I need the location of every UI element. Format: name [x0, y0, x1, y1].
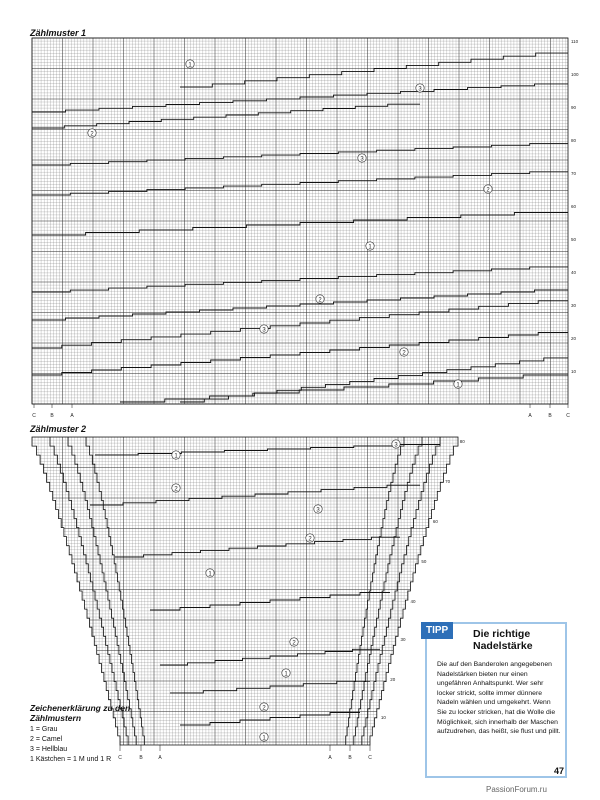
- color-marker-label: 3: [394, 442, 398, 449]
- color-marker-label: 2: [318, 297, 322, 304]
- row-number: 20: [571, 336, 577, 341]
- color-marker-label: 2: [262, 705, 266, 712]
- column-label: B: [348, 755, 352, 761]
- column-label: C: [32, 413, 36, 419]
- color-marker-label: 2: [308, 536, 312, 543]
- color-marker-label: 2: [292, 640, 296, 647]
- tip-badge: TIPP: [421, 622, 453, 639]
- row-number: 40: [410, 599, 416, 604]
- color-marker-label: 3: [418, 86, 422, 93]
- row-number: 80: [459, 439, 465, 444]
- column-label: A: [328, 755, 332, 761]
- color-marker-label: 2: [402, 350, 406, 357]
- color-marker-label: 1: [208, 571, 212, 578]
- row-number: 90: [571, 105, 577, 110]
- color-marker-label: 1: [284, 671, 288, 678]
- tip-title: Die richtige Nadelstärke: [473, 628, 533, 652]
- tip-box: [425, 622, 567, 778]
- color-marker-label: 2: [486, 187, 490, 194]
- pattern-line: [32, 84, 568, 112]
- pattern-line: [32, 267, 568, 292]
- color-marker-label: 3: [316, 507, 320, 514]
- column-label: B: [548, 413, 552, 419]
- zone-boundary: [354, 437, 422, 745]
- row-number: 60: [571, 204, 577, 209]
- color-marker-label: 1: [188, 62, 192, 69]
- legend-item: 2 = Camel: [30, 736, 63, 743]
- column-label: A: [70, 413, 74, 419]
- column-label: C: [368, 755, 372, 761]
- color-marker-label: 2: [174, 486, 178, 493]
- legend: [30, 703, 180, 765]
- pattern-line: [95, 445, 440, 456]
- row-number: 10: [380, 715, 386, 720]
- legend-title: Zeichenerklärung zu den Zählmustern: [30, 703, 131, 723]
- row-number: 100: [571, 72, 579, 77]
- row-number: 40: [571, 270, 577, 275]
- pattern-line: [32, 213, 568, 236]
- row-number: 30: [571, 303, 577, 308]
- color-marker-label: 1: [262, 735, 266, 742]
- pattern-line: [32, 301, 568, 348]
- color-marker-label: 2: [90, 131, 94, 138]
- pattern-line: [32, 144, 568, 165]
- column-label: A: [158, 755, 162, 761]
- chart2-title: Zählmuster 2: [30, 424, 87, 434]
- column-label: C: [118, 755, 122, 761]
- pattern-line: [32, 104, 420, 128]
- grid-lines: [32, 437, 458, 745]
- column-label: B: [50, 413, 54, 419]
- column-label: C: [566, 413, 570, 419]
- row-number: 70: [571, 171, 577, 176]
- pattern-line: [180, 53, 568, 87]
- zone-boundary: [50, 437, 128, 745]
- color-marker-label: 3: [360, 156, 364, 163]
- legend-item: 1 = Grau: [30, 726, 58, 733]
- color-marker-label: 3: [262, 327, 266, 334]
- pattern-line: [180, 358, 568, 402]
- page-number: 47: [554, 766, 565, 776]
- row-number: 110: [571, 39, 579, 44]
- column-label: B: [139, 755, 143, 761]
- row-number: 30: [400, 637, 406, 642]
- row-number: 80: [571, 138, 577, 143]
- row-number: 50: [571, 237, 577, 242]
- row-number: 70: [445, 479, 451, 484]
- row-number: 10: [571, 369, 577, 374]
- watermark: PassionForum.ru: [486, 785, 547, 794]
- tip-body: Die auf den Banderolen angegebenen Nadelstärken bieten nur einen ungefähren Anhaltspunkt. Wer sehr locker strickt, sollte immer dünnere Nadeln wählen und umgekehrt. Wenn Sie zu locker stricken, hat die Wolle die Möglichkeit, sich innerhalb der Maschen aufzudrehen, das heißt, sie flust und pillt.: [437, 661, 561, 736]
- pattern-line: [115, 537, 400, 557]
- chart1-title: Zählmuster 1: [30, 28, 87, 38]
- color-marker-label: 1: [368, 244, 372, 251]
- legend-item: 3 = Hellblau: [30, 746, 68, 753]
- column-label: A: [528, 413, 532, 419]
- row-number: 60: [432, 519, 438, 524]
- color-marker-label: 1: [174, 453, 178, 460]
- chart1-grid: [0, 30, 600, 440]
- color-marker-label: 1: [456, 382, 460, 389]
- pattern-line: [32, 333, 568, 376]
- row-number: 50: [421, 559, 427, 564]
- legend-item: 1 Kästchen = 1 M und 1 R: [30, 756, 112, 763]
- row-number: 20: [390, 677, 396, 682]
